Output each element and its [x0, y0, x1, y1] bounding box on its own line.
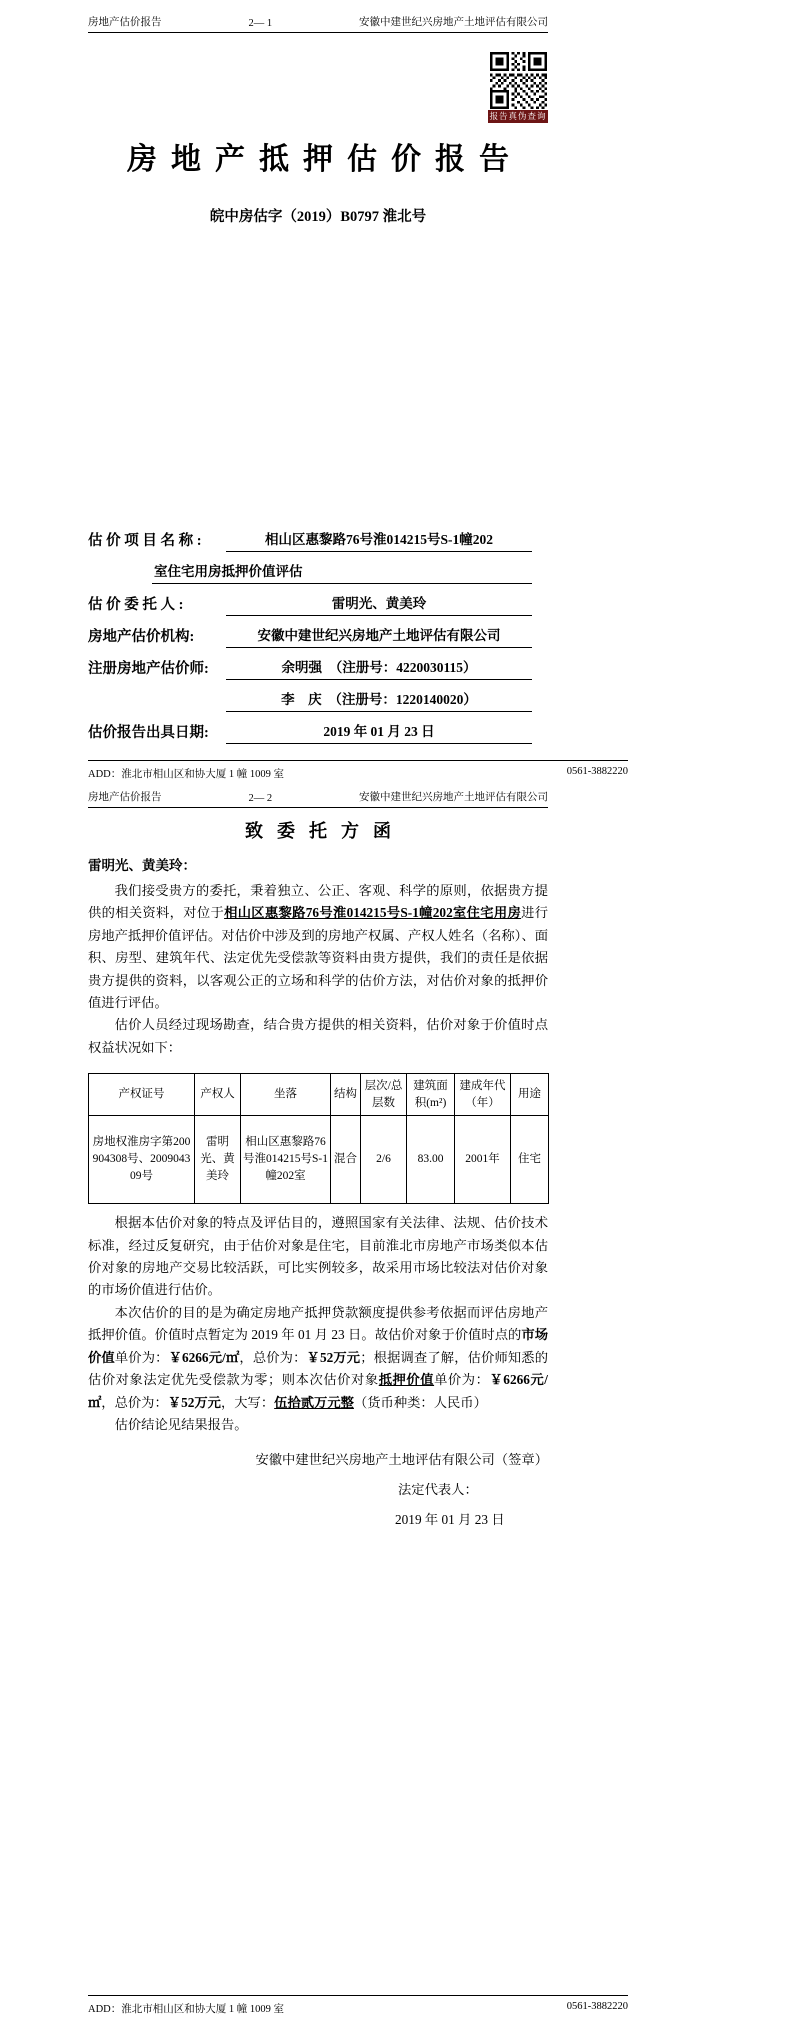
column-header-floor: 层次/总层数	[361, 1074, 407, 1116]
column-header-use: 用途	[511, 1074, 549, 1116]
header-page-number: 2— 1	[248, 18, 273, 29]
table-header-row	[89, 1074, 549, 1116]
property-rights-table	[88, 1073, 549, 1204]
field-agency	[88, 616, 548, 648]
cell-use: 住宅	[511, 1116, 549, 1204]
column-header-area: 建筑面积(m²)	[407, 1074, 455, 1116]
cell-floor: 2/6	[361, 1116, 407, 1204]
page-footer	[88, 760, 628, 781]
cell-year-built: 2001年	[455, 1116, 511, 1204]
field-value: 2019 年 01 月 23 日	[226, 721, 532, 744]
letter-paragraph-5: 估价结论见结果报告。	[114, 1416, 248, 1432]
letter-paragraph-4: 本次估价的目的是为确定房地产抵押贷款额度提供参考依据而评估房地产抵押价值。价值时点暂定为 2019 年 01 月 23 日。故估价对象于价值时点的市场价值单价为：￥6266元/㎡，总价为：￥52万元；根据调查了解，估价师知悉的估价对象法定优先受偿款为零；则本次估价对象抵押价值单价为：￥6266元/㎡，总价为：￥52万元，大写：伍拾贰万元整（货币种类：人民币）	[88, 1304, 549, 1410]
cell-cert-no: 房地权淮房字第200904308号、200904309号	[89, 1116, 195, 1204]
letter-salutation: 雷明光、黄美玲：	[88, 858, 196, 873]
field-report-date	[88, 712, 548, 744]
field-appraiser-1	[88, 648, 548, 680]
header-doc-title: 房地产估价报告	[88, 792, 162, 803]
footer-phone: 0561-3882220	[566, 766, 628, 777]
page-header	[88, 0, 548, 33]
column-header-structure: 结构	[331, 1074, 361, 1116]
column-header-year-built: 建成年代（年）	[455, 1074, 511, 1116]
field-value: 安徽中建世纪兴房地产土地评估有限公司	[226, 625, 532, 648]
column-header-owner: 产权人	[195, 1074, 241, 1116]
letter-paragraph-2: 估价人员经过现场勘查，结合贵方提供的相关资料，估价对象于价值时点权益状况如下：	[88, 1017, 548, 1055]
footer-phone: 0561-3882220	[566, 2001, 628, 2012]
cell-structure: 混合	[331, 1116, 361, 1204]
field-value: 室住宅用房抵押价值评估	[152, 561, 532, 584]
qr-verification-block	[488, 52, 548, 123]
field-value: 余明强 （注册号：4220030115）	[226, 657, 532, 680]
letter-paragraph-1: 我们接受贵方的委托，秉着独立、公正、客观、科学的原则，依据贵方提供的相关资料，对位于相山区惠黎路76号淮014215号S-1幢202室住宅用房进行房地产抵押价值评估。对估价中涉及到的房地产权属、产权人姓名（名称）、面积、房型、建筑年代、法定优先受偿款等资料由贵方提供，我们的责任是依据贵方提供的资料，以客观公正的立场和科学的估价方法，对估价对象的抵押价值进行评估。	[88, 883, 548, 1011]
field-value: 雷明光、黄美玲	[226, 593, 532, 616]
qr-code-icon	[490, 52, 547, 109]
signature-company: 安徽中建世纪兴房地产土地评估有限公司（签章）	[255, 1452, 548, 1468]
field-appraiser-2	[88, 680, 548, 712]
qr-verify-label: 报告真伪查询	[489, 111, 547, 121]
cell-area: 83.00	[407, 1116, 455, 1204]
footer-address: ADD：淮北市相山区和协大厦 1 幢 1009 室	[88, 769, 284, 780]
header-company-name: 安徽中建世纪兴房地产土地评估有限公司	[359, 17, 548, 28]
footer-address: ADD：淮北市相山区和协大厦 1 幢 1009 室	[88, 2004, 284, 2015]
page-header	[88, 786, 548, 808]
signature-date: 2019 年 01 月 23 日	[395, 1512, 505, 1528]
signature-block	[88, 1449, 548, 1531]
report-title: 房地产抵押估价报告	[127, 143, 523, 176]
field-value: 李 庆 （注册号：1220140020）	[226, 689, 532, 712]
field-project-name	[88, 520, 548, 552]
field-label: 房地产估价机构:	[88, 629, 195, 645]
header-page-number: 2— 2	[248, 793, 273, 804]
header-company-name: 安徽中建世纪兴房地产土地评估有限公司	[359, 792, 548, 803]
field-client	[88, 584, 548, 616]
page-footer	[88, 1995, 628, 2016]
column-header-location: 坐落	[241, 1074, 331, 1116]
cell-location: 相山区惠黎路76号淮014215号S-1幢202室	[241, 1116, 331, 1204]
signature-legal-representative: 法定代表人：	[398, 1482, 478, 1498]
letter-paragraph-3: 根据本估价对象的特点及评估目的，遵照国家有关法律、法规、估价技术标准，经过反复研究，由于估价对象是住宅，目前淮北市房地产市场类似本估价对象的房地产交易比较活跃，可比实例较多，故采用市场比较法对估价对象的市场价值进行估价。	[88, 1215, 548, 1298]
field-project-name-line2	[88, 552, 548, 584]
field-label: 估 价 项 目 名 称 :	[88, 533, 202, 549]
table-row	[89, 1116, 549, 1204]
field-label: 估价报告出具日期:	[88, 725, 209, 741]
letter-title: 致委托方函	[245, 821, 405, 841]
letter-to-client-page	[0, 786, 793, 2028]
report-cover-page	[0, 0, 793, 786]
header-doc-title: 房地产估价报告	[88, 17, 162, 28]
column-header-cert-no: 产权证号	[89, 1074, 195, 1116]
report-number: 皖中房估字（2019）B0797 淮北号	[209, 209, 427, 225]
cell-owner: 雷明光、黄美玲	[195, 1116, 241, 1204]
field-label: 估 价 委 托 人 :	[88, 597, 184, 613]
field-label: 注册房地产估价师:	[88, 661, 209, 677]
field-value: 相山区惠黎路76号淮014215号S-1幢202	[226, 529, 532, 552]
cover-form	[88, 520, 548, 744]
